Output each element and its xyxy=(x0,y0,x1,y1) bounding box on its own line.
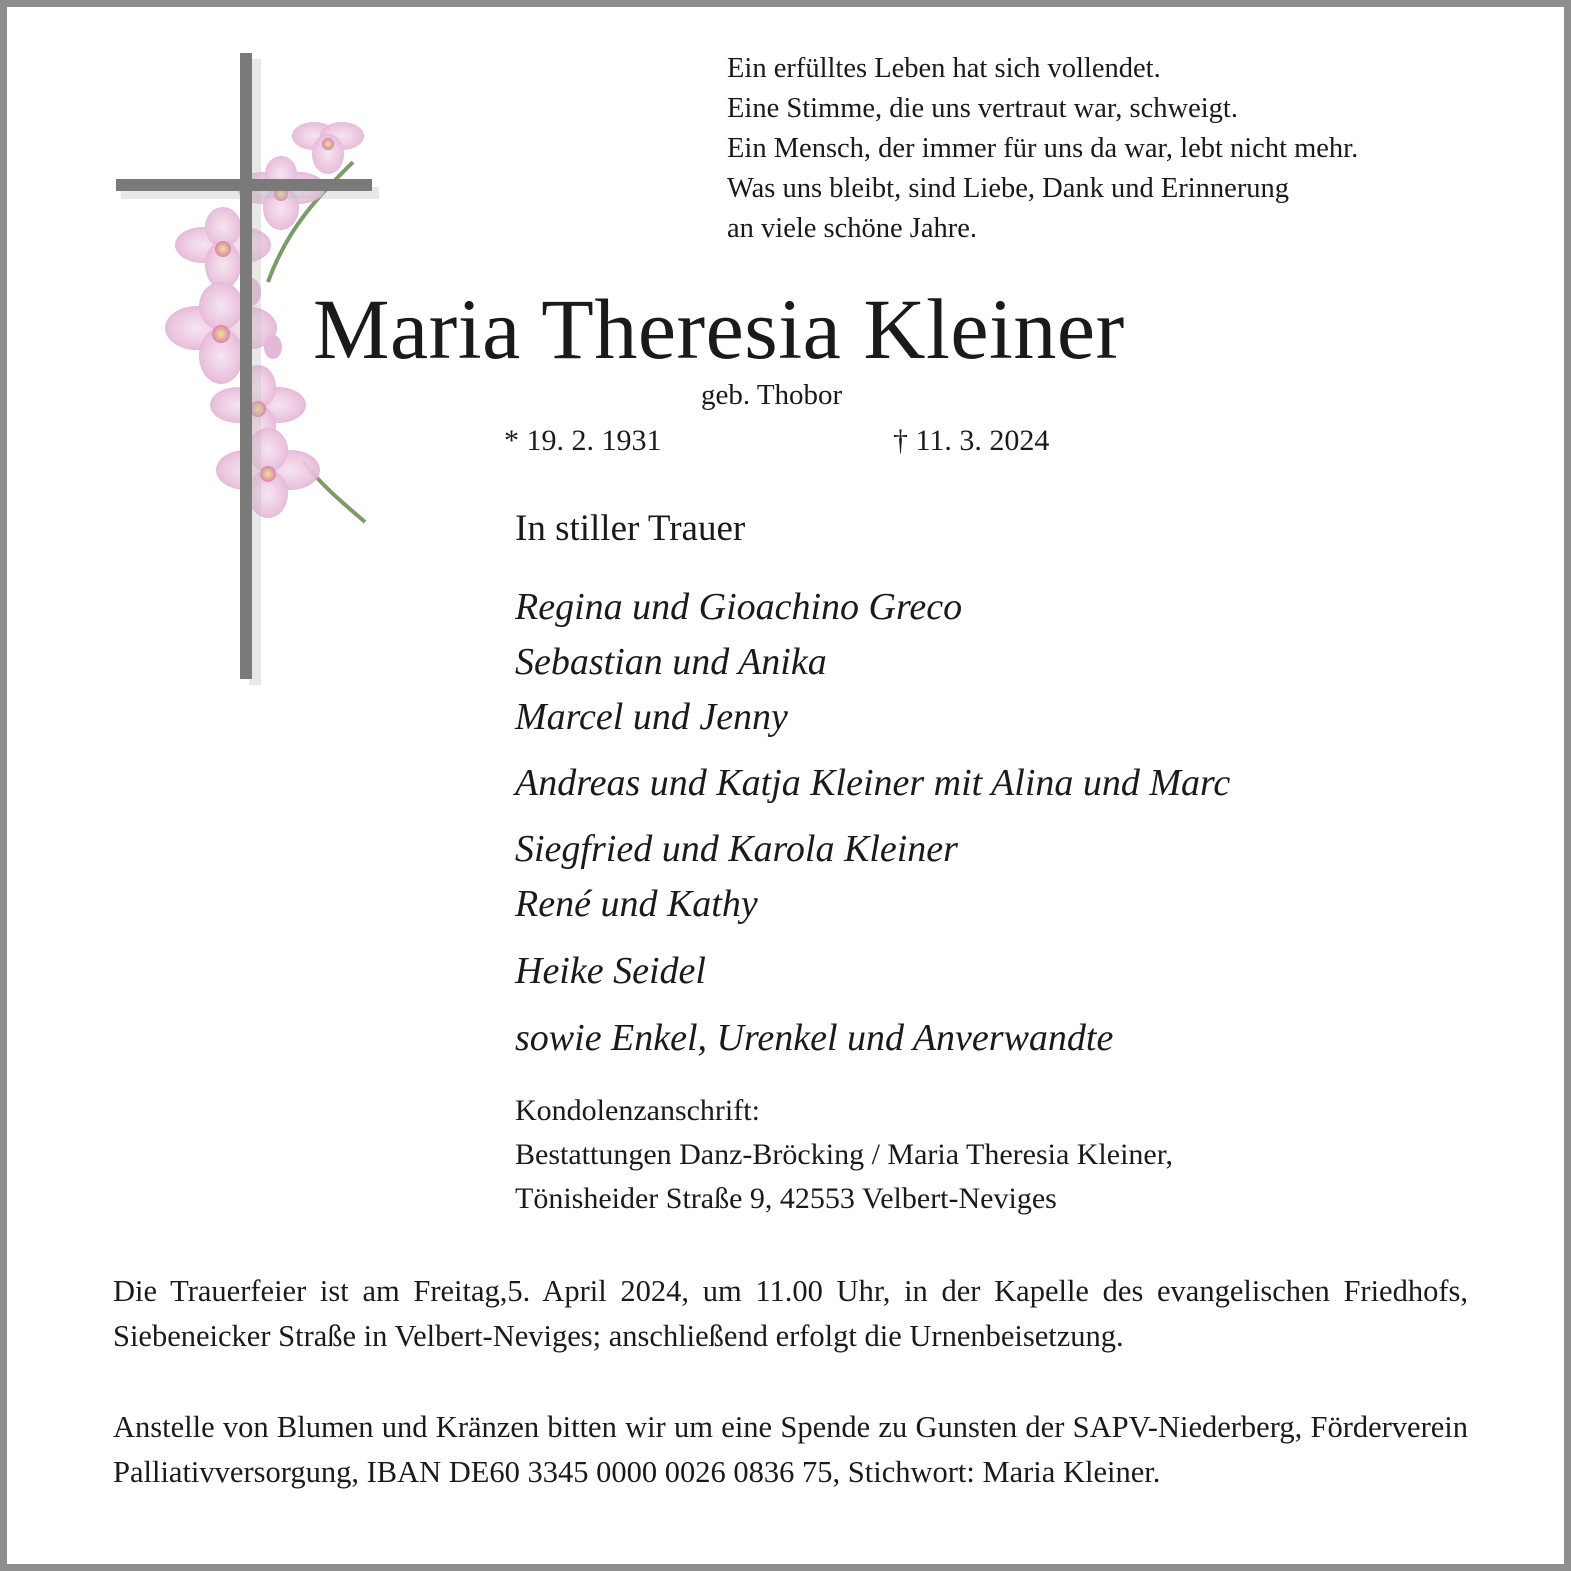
funeral-notice: Die Trauerfeier ist am Freitag,5. April 2024, um 11.00 Uhr, in der Kapelle des evangelischen Friedhofs, Siebeneicker Straße in Velbert-Neviges; anschließend erfolgt die Urnenbeisetzung. xyxy=(113,1274,1468,1353)
condolence-address xyxy=(515,1089,1173,1221)
mourner-line: René und Kathy xyxy=(515,883,758,925)
condolence-heading: Kondolenzanschrift: xyxy=(515,1094,760,1127)
poem-line: Was uns bleibt, sind Liebe, Dank und Erinnerung xyxy=(727,173,1290,204)
poem-line: Eine Stimme, die uns vertraut war, schweigt. xyxy=(727,93,1238,124)
birth-date: * 19. 2. 1931 xyxy=(504,424,662,457)
mourning-intro: In stiller Trauer xyxy=(515,508,746,549)
mourner-line: Marcel und Jenny xyxy=(515,696,788,738)
donation-notice: Anstelle von Blumen und Kränzen bitten wir um eine Spende zu Gunsten der SAPV-Niederberg, Förderverein Palliativversorgung, IBAN DE60 3345 0000 0026 0836 75, Stichwort: Maria Kleiner. xyxy=(113,1410,1468,1489)
poem-line: Ein Mensch, der immer für uns da war, lebt nicht mehr. xyxy=(727,133,1359,164)
mourner-line: Heike Seidel xyxy=(515,950,706,992)
maiden-name: geb. Thobor xyxy=(701,379,843,411)
poem-line: an viele schöne Jahre. xyxy=(727,213,978,244)
death-date: † 11. 3. 2024 xyxy=(893,424,1050,457)
deceased-name: Maria Theresia Kleiner xyxy=(313,281,1125,377)
mourner-line: Sebastian und Anika xyxy=(515,641,827,683)
mourner-line: Andreas und Katja Kleiner mit Alina und Marc xyxy=(515,762,1231,804)
condolence-line: Tönisheider Straße 9, 42553 Velbert-Neviges xyxy=(515,1182,1057,1215)
condolence-line: Bestattungen Danz-Bröcking / Maria Theresia Kleiner, xyxy=(515,1138,1174,1171)
poem xyxy=(727,49,1358,249)
mourner-line: Siegfried und Karola Kleiner xyxy=(515,828,958,870)
mourner-line: Regina und Gioachino Greco xyxy=(515,586,963,628)
mourner-line: sowie Enkel, Urenkel und Anverwandte xyxy=(515,1017,1114,1059)
poem-line: Ein erfülltes Leben hat sich vollendet. xyxy=(727,53,1161,84)
